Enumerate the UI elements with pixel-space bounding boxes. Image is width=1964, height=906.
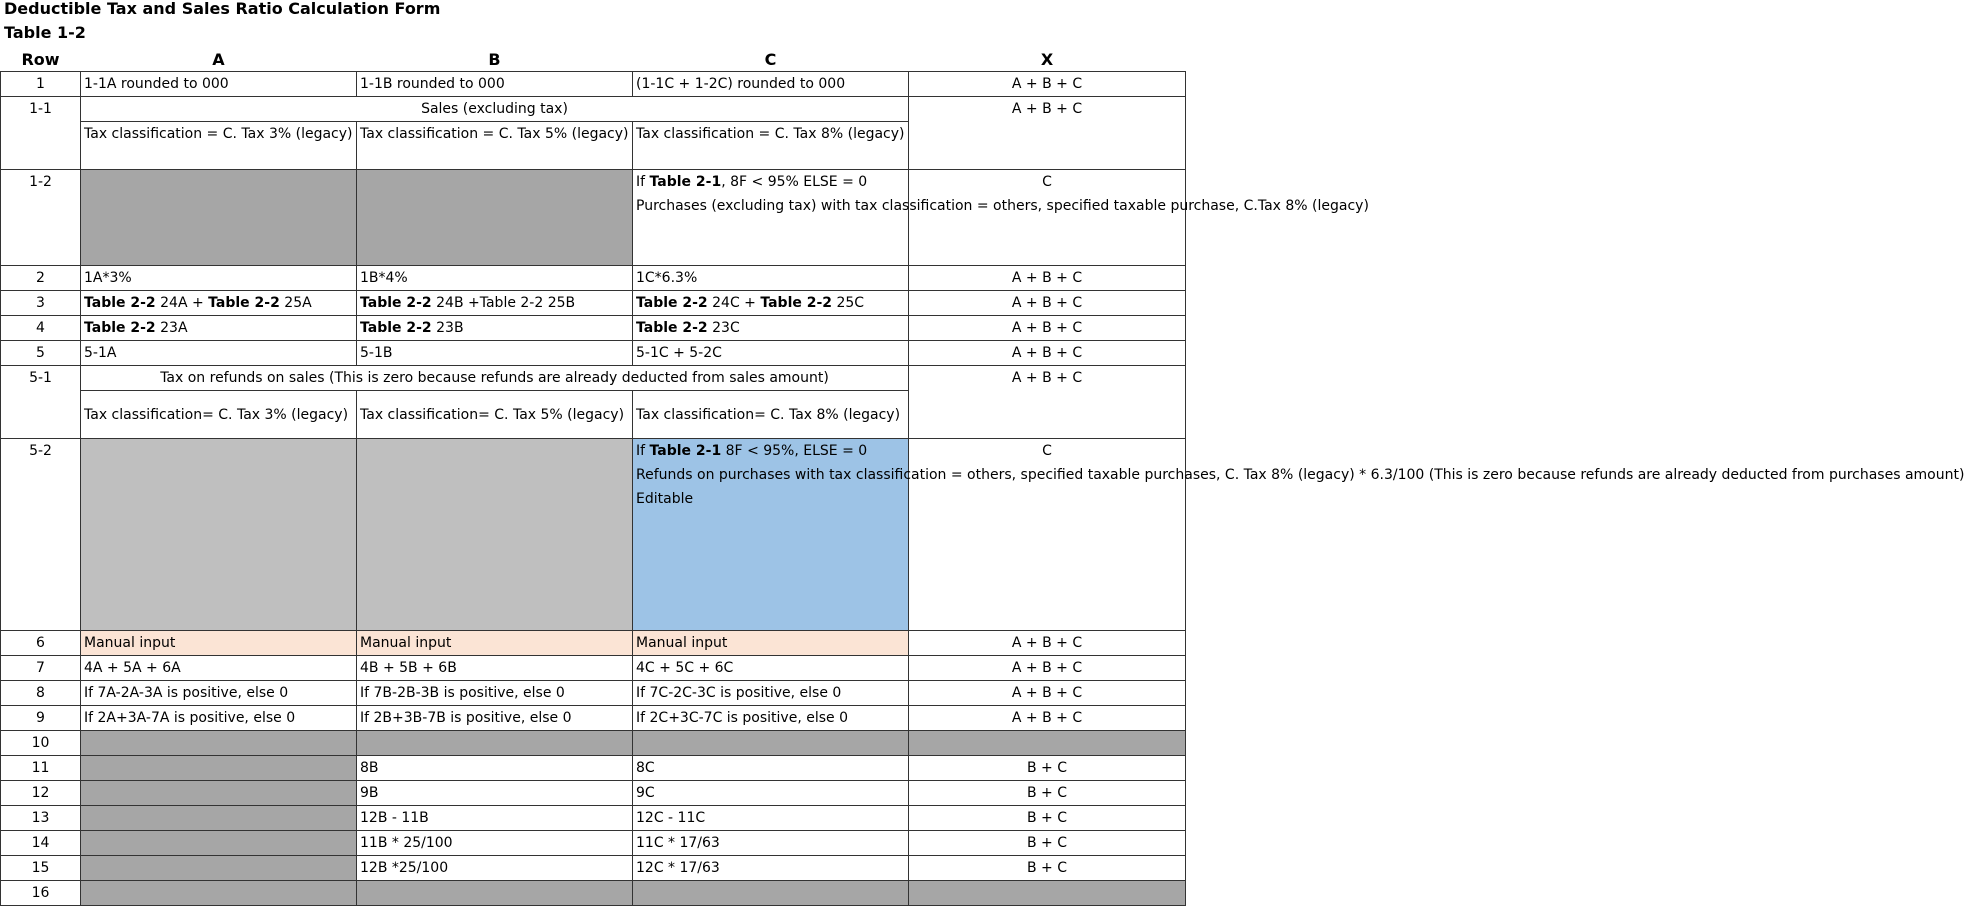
cell-a[interactable]: 5-1A bbox=[81, 341, 357, 366]
calculation-table bbox=[0, 48, 1964, 906]
row-number: 12 bbox=[1, 781, 81, 806]
cell-b-manual-input[interactable]: Manual input bbox=[357, 631, 633, 656]
cell-text: 24B +Table 2-2 25B bbox=[431, 295, 576, 311]
cell-a-manual-input[interactable]: Manual input bbox=[81, 631, 357, 656]
cell-b[interactable]: 12B - 11B bbox=[357, 806, 633, 831]
table-row bbox=[1, 856, 1186, 881]
merged-sales-label[interactable]: Sales (excluding tax) bbox=[81, 97, 909, 122]
row-number: 5-1 bbox=[1, 366, 81, 439]
cell-c[interactable]: 5-1C + 5-2C bbox=[633, 341, 909, 366]
cell-a-disabled bbox=[81, 756, 357, 781]
cell-x[interactable]: C bbox=[909, 170, 1186, 266]
cell-x[interactable]: B + C bbox=[909, 806, 1186, 831]
cell-x[interactable]: A + B + C bbox=[909, 706, 1186, 731]
header-row-label: Row bbox=[21, 50, 60, 69]
cell-c[interactable]: 11C * 17/63 bbox=[633, 831, 909, 856]
merged-refunds-label[interactable]: Tax on refunds on sales (This is zero because refunds are already deducted from sales amount) bbox=[81, 366, 909, 391]
cell-c-manual-input[interactable]: Manual input bbox=[633, 631, 909, 656]
table-ref: Table 2-2 bbox=[360, 320, 432, 336]
cell-c[interactable] bbox=[633, 291, 909, 316]
cell-b[interactable]: 1B*4% bbox=[357, 266, 633, 291]
table-row bbox=[1, 881, 1186, 906]
cell-c[interactable]: 8C bbox=[633, 756, 909, 781]
row-number: 5-2 bbox=[1, 439, 81, 631]
row-number: 8 bbox=[1, 681, 81, 706]
cell-b[interactable]: 8B bbox=[357, 756, 633, 781]
cell-x-disabled bbox=[909, 881, 1186, 906]
cell-a[interactable]: If 7A-2A-3A is positive, else 0 bbox=[81, 681, 357, 706]
row-number: 4 bbox=[1, 316, 81, 341]
cell-b[interactable]: 9B bbox=[357, 781, 633, 806]
cell-b[interactable]: Tax classification= C. Tax 5% (legacy) bbox=[357, 391, 633, 439]
cell-x[interactable]: C bbox=[909, 439, 1186, 631]
row-number: 3 bbox=[1, 291, 81, 316]
cell-b[interactable]: Tax classification = C. Tax 5% (legacy) bbox=[357, 122, 633, 170]
cell-c-disabled bbox=[633, 731, 909, 756]
cell-x[interactable]: A + B + C bbox=[909, 681, 1186, 706]
cell-x[interactable]: A + B + C bbox=[909, 316, 1186, 341]
row-number: 2 bbox=[1, 266, 81, 291]
editable-note: Editable bbox=[636, 491, 694, 507]
cell-c[interactable]: 9C bbox=[633, 781, 909, 806]
table-ref: Table 2-1 bbox=[649, 443, 722, 459]
table-row bbox=[1, 831, 1186, 856]
row-number: 9 bbox=[1, 706, 81, 731]
cell-c[interactable]: If 7C-2C-3C is positive, else 0 bbox=[633, 681, 909, 706]
table-row bbox=[1, 439, 1186, 631]
cell-x[interactable]: A + B + C bbox=[909, 631, 1186, 656]
cell-b[interactable]: If 2B+3B-7B is positive, else 0 bbox=[357, 706, 633, 731]
cell-a-disabled bbox=[81, 731, 357, 756]
cell-c[interactable]: (1-1C + 1-2C) rounded to 000 bbox=[633, 72, 909, 97]
cell-text: 25A bbox=[279, 295, 312, 311]
form-title: Deductible Tax and Sales Ratio Calculation Form bbox=[4, 0, 441, 18]
cell-c[interactable]: 12C - 11C bbox=[633, 806, 909, 831]
row-number: 11 bbox=[1, 756, 81, 781]
cell-b[interactable]: 11B * 25/100 bbox=[357, 831, 633, 856]
cell-x[interactable]: B + C bbox=[909, 781, 1186, 806]
table-row bbox=[1, 731, 1186, 756]
cell-c[interactable] bbox=[633, 170, 1369, 266]
cell-c[interactable]: 12C * 17/63 bbox=[633, 856, 909, 881]
table-ref: Table 2-2 bbox=[84, 320, 156, 336]
cell-c[interactable]: Tax classification= C. Tax 8% (legacy) bbox=[633, 391, 909, 439]
row-number: 10 bbox=[1, 731, 81, 756]
table-row bbox=[1, 366, 1186, 391]
row-number: 7 bbox=[1, 656, 81, 681]
row-number: 1-1 bbox=[1, 97, 81, 170]
row-number: 6 bbox=[1, 631, 81, 656]
cell-b-disabled bbox=[357, 439, 633, 631]
cell-text: 25C bbox=[832, 295, 865, 311]
cell-x[interactable]: A + B + C bbox=[909, 266, 1186, 291]
row-number: 15 bbox=[1, 856, 81, 881]
table-row bbox=[1, 72, 1186, 97]
table-title: Table 1-2 bbox=[4, 23, 86, 42]
header-row bbox=[1, 48, 1186, 72]
cell-b[interactable]: 5-1B bbox=[357, 341, 633, 366]
cell-text: If bbox=[636, 174, 650, 190]
row-number: 5 bbox=[1, 341, 81, 366]
table-row bbox=[1, 781, 1186, 806]
table-ref: Table 2-2 bbox=[84, 295, 156, 311]
row-number: 13 bbox=[1, 806, 81, 831]
table-row bbox=[1, 341, 1186, 366]
cell-a-disabled bbox=[81, 806, 357, 831]
cell-a-disabled bbox=[81, 439, 357, 631]
cell-x-disabled bbox=[909, 731, 1186, 756]
table-row bbox=[1, 681, 1186, 706]
cell-x[interactable]: B + C bbox=[909, 756, 1186, 781]
table-row bbox=[1, 291, 1186, 316]
cell-x[interactable]: B + C bbox=[909, 831, 1186, 856]
cell-text: Purchases (excluding tax) with tax classification = others, specified taxable purchase, C.Tax 8% (legacy) bbox=[636, 198, 1369, 214]
cell-x[interactable]: A + B + C bbox=[909, 97, 1186, 170]
cell-b[interactable]: 4B + 5B + 6B bbox=[357, 656, 633, 681]
table-ref: Table 2-2 bbox=[636, 295, 708, 311]
table-row bbox=[1, 97, 1186, 122]
cell-x[interactable]: A + B + C bbox=[909, 656, 1186, 681]
table-row bbox=[1, 806, 1186, 831]
cell-text: 24C + bbox=[707, 295, 761, 311]
table-row bbox=[1, 316, 1186, 341]
cell-c[interactable] bbox=[633, 316, 909, 341]
cell-a-disabled bbox=[81, 170, 357, 266]
table-ref: Table 2-2 bbox=[636, 320, 708, 336]
cell-a[interactable]: 1A*3% bbox=[81, 266, 357, 291]
cell-a-disabled bbox=[81, 781, 357, 806]
cell-a[interactable]: 4A + 5A + 6A bbox=[81, 656, 357, 681]
row-number: 16 bbox=[1, 881, 81, 906]
cell-b[interactable]: 1-1B rounded to 000 bbox=[357, 72, 633, 97]
cell-b-disabled bbox=[357, 170, 633, 266]
cell-text: 24A + bbox=[155, 295, 209, 311]
table-row bbox=[1, 656, 1186, 681]
cell-text: If bbox=[636, 443, 650, 459]
cell-x[interactable]: A + B + C bbox=[909, 291, 1186, 316]
cell-text: , 8F < 95% ELSE = 0 bbox=[721, 174, 868, 190]
cell-text: 8F < 95%, ELSE = 0 bbox=[721, 443, 868, 459]
cell-c[interactable]: 1C*6.3% bbox=[633, 266, 909, 291]
cell-a-disabled bbox=[81, 881, 357, 906]
table-ref: Table 2-2 bbox=[208, 295, 280, 311]
cell-c-editable[interactable] bbox=[633, 439, 1964, 631]
cell-c[interactable]: If 2C+3C-7C is positive, else 0 bbox=[633, 706, 909, 731]
header-a: A bbox=[212, 50, 225, 69]
cell-text: 23C bbox=[707, 320, 740, 336]
cell-c[interactable]: 4C + 5C + 6C bbox=[633, 656, 909, 681]
cell-text: 23A bbox=[155, 320, 188, 336]
cell-x[interactable]: A + B + C bbox=[909, 366, 1186, 439]
cell-a[interactable]: Tax classification= C. Tax 3% (legacy) bbox=[81, 391, 357, 439]
cell-a[interactable] bbox=[81, 316, 357, 341]
table-row bbox=[1, 170, 1186, 266]
cell-a[interactable]: Tax classification = C. Tax 3% (legacy) bbox=[81, 122, 357, 170]
row-number: 1-2 bbox=[1, 170, 81, 266]
cell-a[interactable] bbox=[81, 291, 357, 316]
cell-x[interactable]: A + B + C bbox=[909, 341, 1186, 366]
cell-b-disabled bbox=[357, 881, 633, 906]
cell-b[interactable] bbox=[357, 316, 633, 341]
table-ref: Table 2-1 bbox=[649, 174, 722, 190]
cell-text: Refunds on purchases with tax classification = others, specified taxable purchases, C. Tax 8% (legacy) * 6.3/100 (This is zero because refunds are already deducted from purchases amount) bbox=[636, 467, 1964, 483]
cell-x[interactable]: B + C bbox=[909, 856, 1186, 881]
table-ref: Table 2-2 bbox=[760, 295, 833, 311]
header-c: C bbox=[764, 50, 777, 69]
table-ref: Table 2-2 bbox=[360, 295, 432, 311]
table-row bbox=[1, 266, 1186, 291]
cell-b-disabled bbox=[357, 731, 633, 756]
header-b: B bbox=[488, 50, 501, 69]
row-number: 14 bbox=[1, 831, 81, 856]
cell-text: 23B bbox=[431, 320, 464, 336]
cell-x[interactable]: A + B + C bbox=[909, 72, 1186, 97]
row-number: 1 bbox=[1, 72, 81, 97]
cell-b[interactable]: 12B *25/100 bbox=[357, 856, 633, 881]
table-row bbox=[1, 706, 1186, 731]
table-row bbox=[1, 631, 1186, 656]
cell-a-disabled bbox=[81, 856, 357, 881]
cell-a[interactable]: 1-1A rounded to 000 bbox=[81, 72, 357, 97]
cell-c[interactable]: Tax classification = C. Tax 8% (legacy) bbox=[633, 122, 909, 170]
header-x: X bbox=[1040, 50, 1054, 69]
cell-b[interactable] bbox=[357, 291, 633, 316]
table-row bbox=[1, 756, 1186, 781]
cell-b[interactable]: If 7B-2B-3B is positive, else 0 bbox=[357, 681, 633, 706]
cell-c-disabled bbox=[633, 881, 909, 906]
cell-a[interactable]: If 2A+3A-7A is positive, else 0 bbox=[81, 706, 357, 731]
cell-a-disabled bbox=[81, 831, 357, 856]
